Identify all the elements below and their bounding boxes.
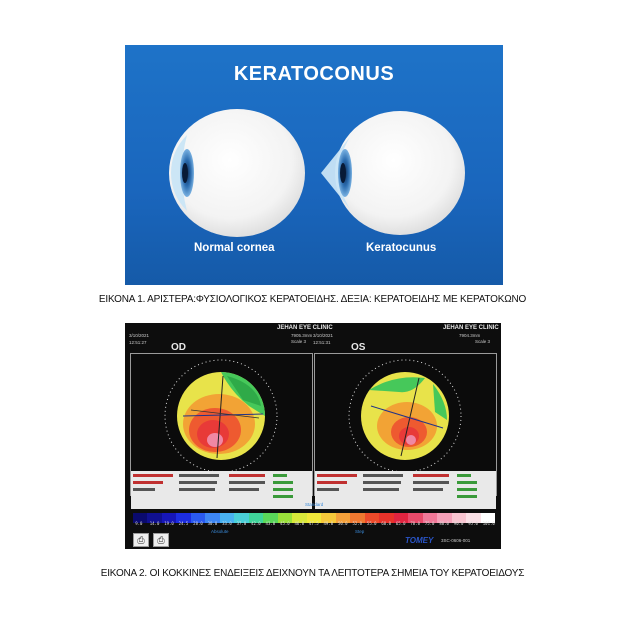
tomey-logo: TOMEY: [405, 536, 434, 545]
color-scale-value: 65.0: [395, 521, 406, 526]
illustration-title: KERATOCONUS: [233, 63, 395, 85]
color-scale-value: 60.0: [381, 521, 392, 526]
color-scale-value: 33.0: [222, 521, 232, 526]
os-statistics: [315, 471, 496, 509]
keratoconus-eye: [321, 111, 465, 235]
color-scale-value: 30.0: [207, 521, 218, 526]
right-sub2: Scale 3: [475, 339, 491, 344]
color-scale-value: 49.0: [323, 521, 334, 526]
right-date: 3/10/2021: [313, 333, 334, 338]
od-statistics: [131, 471, 312, 509]
color-scale-value: 24.5: [178, 521, 189, 526]
standard-label: Standard: [305, 502, 324, 507]
print-button[interactable]: ⎙: [153, 533, 169, 547]
left-clinic-name: JEHAN EYE CLINIC: [277, 325, 333, 331]
color-scale-value: 95.0: [468, 521, 478, 526]
right-time: 12:51:31: [313, 340, 331, 345]
color-scale-value: 42.0: [251, 521, 261, 526]
color-scale-value: 14.0: [149, 521, 160, 526]
color-scale-value: 75.0: [424, 521, 435, 526]
step-label: Step: [355, 529, 365, 534]
color-scale-value: 70.0: [410, 521, 420, 526]
absolute-label: Absolute: [211, 529, 229, 534]
left-time: 12:51:27: [129, 340, 147, 345]
color-scale-value: 46.0: [294, 521, 305, 526]
corneal-topography-screen: [125, 323, 501, 549]
color-scale-value: 52.0: [352, 521, 363, 526]
color-scale-value: 90.0: [453, 521, 464, 526]
color-scale-value: 43.0: [265, 521, 276, 526]
figure1-caption: ΕΙΚΟΝΑ 1. ΑΡΙΣΤΕΡΑ:ΦΥΣΙΟΛΟΓΙΚΟΣ ΚΕΡΑΤΟΕΙΔΗΣ. ΔΕΞΙΑ: ΚΕΡΑΤΟΕΙΔΗΣ ΜΕ ΚΕΡΑΤΟΚΩΝΟ: [98, 294, 527, 305]
os-stat-lines: [315, 471, 496, 509]
left-eye-label: OD: [171, 342, 186, 353]
color-scale-value: 50.0: [337, 521, 348, 526]
keratoconus-label: Keratocunus: [366, 242, 437, 254]
right-eye-label: OS: [351, 342, 366, 353]
color-scale-value: 47.5: [309, 521, 319, 526]
color-scale-value: 19.0: [164, 521, 174, 526]
normal-cornea-eye: [169, 109, 305, 237]
od-stat-lines: [131, 471, 312, 509]
left-date: 3/10/2021: [129, 333, 150, 338]
color-scale-value: 9.0: [135, 521, 143, 526]
color-scale-value: 45.0: [280, 521, 290, 526]
color-scale-value: 101.0: [482, 521, 495, 526]
keratoconus-illustration: [125, 45, 503, 285]
eye-diagrams: [125, 45, 503, 285]
os-topography-map: [315, 354, 496, 472]
left-sub2: Scale 3: [291, 339, 307, 344]
color-scale-bar: [133, 510, 495, 530]
right-sub1: 7904.3mm: [459, 333, 481, 338]
device-code: 3SC-0606-001: [441, 538, 471, 543]
left-sub1: 7905.3mm: [291, 333, 313, 338]
color-scale-value: 37.0: [236, 521, 247, 526]
save-button[interactable]: ⎙: [133, 533, 149, 547]
color-scale-value: 28.0: [193, 521, 203, 526]
color-scale-value: 80.0: [439, 521, 449, 526]
color-scale-value: 55.0: [366, 521, 377, 526]
od-topography-map: [131, 354, 312, 472]
figure2-caption: ΕΙΚΟΝΑ 2. ΟΙ ΚΟΚΚΙΝΕΣ ΕΝΔΕΙΞΕΙΣ ΔΕΙΧΝΟΥΝ ΤΑ ΛΕΠΤΟΤΕΡΑ ΣΗΜΕΙΑ ΤΟΥ ΚΕΡΑΤΟΕΙΔΟΥΣ: [100, 568, 525, 579]
right-clinic-name: JEHAN EYE CLINIC: [443, 325, 499, 331]
normal-cornea-label: Normal cornea: [194, 242, 275, 254]
